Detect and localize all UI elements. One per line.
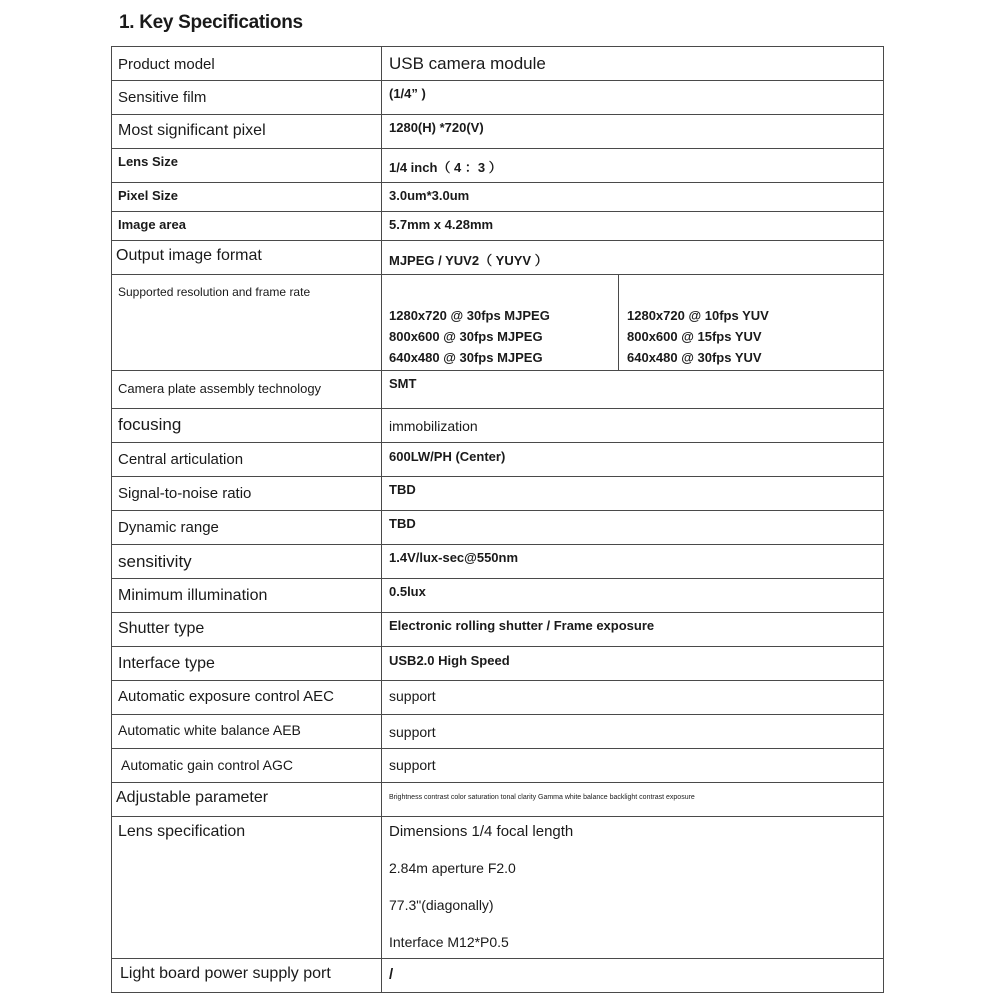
row-value: USB2.0 High Speed: [389, 653, 510, 668]
column-divider: [618, 275, 619, 370]
table-row: [112, 81, 884, 115]
row-label: Most significant pixel: [118, 122, 266, 139]
row-label: Light board power supply port: [120, 965, 331, 982]
row-label: Lens Size: [118, 154, 178, 169]
row-value: support: [389, 757, 436, 773]
table-row: [112, 579, 884, 613]
row-value: support: [389, 688, 436, 704]
row-label: Adjustable parameter: [116, 789, 269, 806]
lens-spec-list: [389, 823, 573, 959]
list-item: Dimensions 1/4 focal length: [389, 823, 574, 840]
spec-table: [111, 46, 884, 993]
row-value: 0.5lux: [389, 584, 426, 599]
list-item: Interface M12*P0.5: [389, 934, 509, 950]
table-row: [112, 115, 884, 149]
table-row: [112, 681, 884, 715]
row-label: Shutter type: [118, 620, 205, 637]
table-row: [112, 409, 884, 443]
row-label: focusing: [118, 415, 182, 434]
row-label: Sensitive film: [118, 89, 207, 106]
row-value: 3.0um*3.0um: [389, 188, 470, 203]
yuv-list: [627, 305, 769, 368]
row-label: Central articulation: [118, 451, 244, 468]
table-row: [112, 749, 884, 783]
table-row: [112, 511, 884, 545]
table-row: [112, 647, 884, 681]
table-row: [112, 183, 884, 212]
table-row: [112, 47, 884, 81]
row-label: sensitivity: [118, 552, 192, 571]
row-value: 5.7mm x 4.28mm: [389, 217, 494, 232]
row-label: Supported resolution and frame rate: [118, 285, 311, 299]
list-item: 640x480 @ 30fps YUV: [627, 350, 762, 365]
row-label: Pixel Size: [118, 188, 178, 203]
row-value: MJPEG / YUV2（ YUYV ）: [389, 253, 548, 268]
table-row: [112, 371, 884, 409]
row-value: 600LW/PH (Center): [389, 449, 506, 464]
table-row: [112, 212, 884, 241]
row-value: 1.4V/lux-sec@550nm: [389, 550, 519, 565]
table-row: [112, 241, 884, 275]
row-value: 1280(H) *720(V): [389, 120, 484, 135]
row-label: Dynamic range: [118, 519, 219, 536]
list-item: 640x480 @ 30fps MJPEG: [389, 350, 543, 365]
row-label: Automatic gain control AGC: [121, 757, 293, 773]
row-value: USB camera module: [389, 54, 546, 73]
row-label: Product model: [118, 56, 215, 73]
mjpeg-list: [389, 305, 550, 368]
row-value: immobilization: [389, 418, 478, 434]
table-row: [112, 613, 884, 647]
row-value: Electronic rolling shutter / Frame exposure: [389, 618, 655, 633]
table-row: [112, 275, 884, 371]
row-label: Minimum illumination: [118, 587, 268, 604]
row-label: Output image format: [116, 247, 262, 264]
table-row: [112, 959, 884, 993]
row-label: Automatic white balance AEB: [118, 722, 301, 738]
row-label: Camera plate assembly technology: [118, 381, 322, 396]
list-item: 1280x720 @ 10fps YUV: [627, 308, 769, 323]
row-label: Lens specification: [118, 823, 246, 840]
table-row: [112, 545, 884, 579]
list-item: 77.3"(diagonally): [389, 897, 494, 913]
table-row: [112, 715, 884, 749]
row-value: 1/4 inch（ 4 ：3 ）: [389, 160, 502, 175]
row-label: Image area: [118, 217, 186, 232]
row-value: TBD: [389, 482, 416, 497]
section-heading: 1. Key Specifications: [119, 12, 303, 33]
row-value: TBD: [389, 516, 416, 531]
table-row: [112, 443, 884, 477]
list-item: 800x600 @ 30fps MJPEG: [389, 329, 543, 344]
row-label: Automatic exposure control AEC: [118, 688, 334, 705]
row-value: Brightness contrast color saturation tonal clarity Gamma white balance backlight contrast exposure: [389, 794, 695, 801]
row-value: support: [389, 724, 436, 740]
row-value: SMT: [389, 376, 417, 391]
row-value: /: [389, 966, 394, 983]
list-item: 800x600 @ 15fps YUV: [627, 329, 762, 344]
list-item: 1280x720 @ 30fps MJPEG: [389, 308, 550, 323]
table-row: [112, 783, 884, 817]
row-label: Interface type: [118, 655, 215, 672]
row-label: Signal-to-noise ratio: [118, 485, 252, 502]
table-row: [112, 149, 884, 183]
table-row: [112, 477, 884, 511]
table-row: [112, 817, 884, 959]
list-item: 2.84m aperture F2.0: [389, 860, 516, 876]
row-value: (1/4” ): [389, 86, 426, 101]
